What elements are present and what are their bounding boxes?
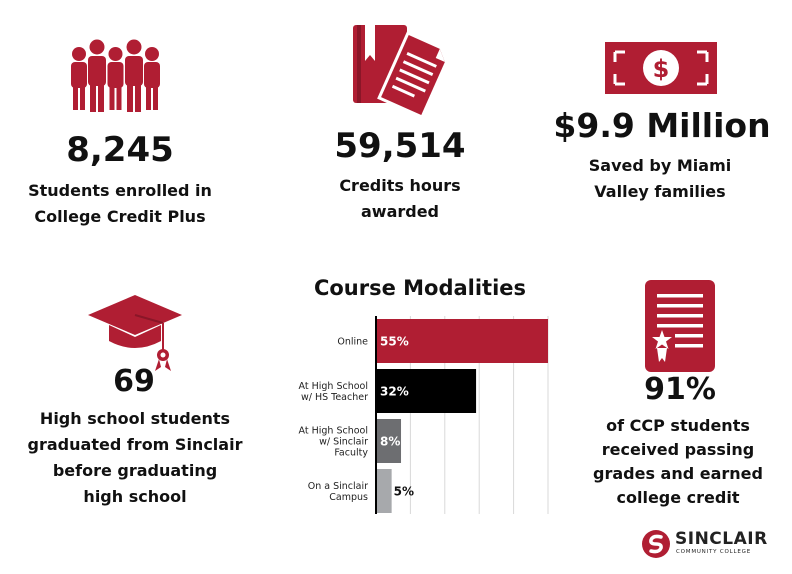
bar-value-label: 32% <box>380 384 409 399</box>
enrolled-line-1: Students enrolled in <box>28 181 212 200</box>
credits-icon-wrap <box>349 23 449 115</box>
dollar-bill-icon <box>605 42 717 94</box>
bar <box>376 469 392 513</box>
passing-description <box>568 414 788 510</box>
chart-title: Course Modalities <box>313 276 527 300</box>
saved-icon-wrap <box>605 42 717 94</box>
graduated-icon-wrap <box>85 293 185 373</box>
graduated-description <box>10 406 260 510</box>
passing-value: 91% <box>644 372 716 407</box>
graduated-line-2: graduated from Sinclair <box>27 435 243 454</box>
credits-description <box>290 173 510 225</box>
graduation-cap-icon <box>85 293 185 373</box>
svg-text:$: $ <box>652 55 670 83</box>
category-label: At High School w/ Sinclair Faculty <box>298 425 368 459</box>
saved-value: $9.9 Million <box>553 106 771 145</box>
credits-line-1: Credits hours <box>339 176 461 195</box>
passing-line-4: college credit <box>616 488 740 507</box>
passing-line-3: grades and earned <box>593 464 763 483</box>
passing-line-2: received passing <box>601 440 755 459</box>
people-group-icon <box>69 38 162 114</box>
enrolled-value: 8,245 <box>66 130 174 170</box>
credits-value: 59,514 <box>334 126 466 166</box>
enrolled-icon-wrap <box>69 38 162 114</box>
logo-subtitle: COMMUNITY COLLEGE <box>676 549 751 555</box>
book-and-document-icon <box>349 23 449 115</box>
saved-description <box>550 153 770 205</box>
sinclair-logo-icon <box>641 529 671 559</box>
bar-value-label: 55% <box>380 334 409 349</box>
category-label: On a Sinclair Campus <box>307 481 368 503</box>
category-label: At High School w/ HS Teacher <box>298 381 368 403</box>
bar-value-label: 5% <box>393 484 415 499</box>
sinclair-logo[interactable] <box>641 527 781 561</box>
logo-name: SINCLAIR <box>675 529 768 549</box>
credits-line-2: awarded <box>360 202 440 221</box>
graduated-value: 69 <box>113 364 155 399</box>
course-modalities-chart <box>260 310 560 520</box>
bar-value-label: 8% <box>380 434 401 449</box>
passing-line-1: of CCP students <box>606 416 750 435</box>
graduated-line-4: high school <box>83 487 187 506</box>
enrolled-line-2: College Credit Plus <box>34 207 206 226</box>
saved-line-2: Valley families <box>594 182 726 201</box>
enrolled-description <box>10 178 230 230</box>
passing-icon-wrap <box>645 280 715 372</box>
saved-line-1: Saved by Miami <box>588 156 732 175</box>
category-label: Online <box>337 336 368 348</box>
graduated-line-3: before graduating <box>52 461 218 480</box>
certificate-icon <box>645 280 715 372</box>
graduated-line-1: High school students <box>39 409 231 428</box>
